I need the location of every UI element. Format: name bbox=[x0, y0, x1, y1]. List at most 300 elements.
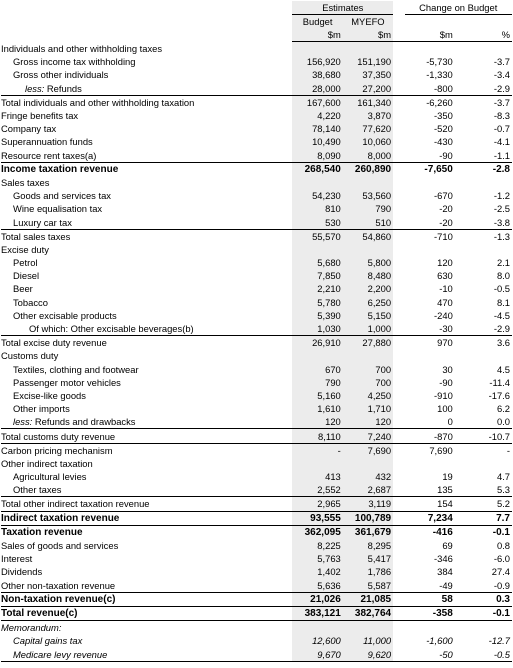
change-on-budget-header: Change on Budget bbox=[405, 1, 513, 15]
budget-value: 93,555 bbox=[292, 511, 342, 525]
percent-change-value: 8.1 bbox=[496, 296, 510, 308]
myefo-value: 700 bbox=[343, 363, 393, 376]
estimates-header: Estimates bbox=[292, 1, 393, 15]
gap bbox=[393, 229, 404, 243]
row-label bbox=[1, 497, 292, 511]
gap bbox=[393, 68, 404, 81]
percent-change-value: -4.5 bbox=[493, 309, 510, 321]
row-label-text: Sales taxes bbox=[1, 176, 50, 188]
myefo-value: 1,786 bbox=[343, 565, 393, 578]
row-label bbox=[1, 443, 292, 457]
percent-unit: % bbox=[455, 28, 512, 42]
table-row bbox=[1, 109, 512, 122]
row-label-text: Income taxation revenue bbox=[1, 163, 119, 175]
percent-change-value bbox=[455, 176, 512, 189]
gap bbox=[393, 552, 404, 565]
budget-value bbox=[292, 42, 342, 56]
row-label-text: Fringe benefits tax bbox=[1, 110, 79, 122]
change-value: -1,330 bbox=[426, 69, 453, 81]
percent-change-value: 6.2 bbox=[496, 403, 510, 415]
table-row bbox=[1, 202, 512, 215]
row-label bbox=[1, 415, 292, 429]
row-label bbox=[1, 176, 292, 189]
change-value: -430 bbox=[434, 136, 453, 148]
table-row bbox=[1, 443, 512, 457]
table-row bbox=[1, 55, 512, 68]
gap bbox=[393, 282, 404, 295]
budget-value bbox=[292, 243, 342, 256]
budget-value: 5,160 bbox=[292, 389, 342, 402]
table-row bbox=[1, 470, 512, 483]
row-label-text: Goods and services tax bbox=[13, 190, 111, 202]
table-row bbox=[1, 389, 512, 402]
table-row bbox=[1, 592, 512, 606]
budget-value: 810 bbox=[292, 202, 342, 215]
gap bbox=[393, 55, 404, 68]
row-label-text: Passenger motor vehicles bbox=[13, 376, 121, 388]
myefo-value: 2,200 bbox=[343, 282, 393, 295]
percent-change-value: -0.5 bbox=[493, 283, 510, 295]
table-row bbox=[1, 82, 512, 96]
gap bbox=[393, 497, 404, 511]
row-label-text: Superannuation funds bbox=[1, 136, 93, 148]
myefo-value bbox=[343, 621, 393, 635]
table-row bbox=[1, 621, 512, 635]
row-label-text: Total individuals and other withholding taxation bbox=[1, 96, 195, 108]
change-value: 0 bbox=[447, 416, 453, 428]
row-label-text: Diesel bbox=[13, 270, 40, 282]
percent-change-value: -1.3 bbox=[455, 229, 512, 243]
table-row bbox=[1, 256, 512, 269]
budget-value: 2,552 bbox=[292, 483, 342, 497]
gap bbox=[393, 336, 404, 350]
change-value: 19 bbox=[442, 471, 453, 483]
myefo-value: 11,000 bbox=[343, 634, 393, 647]
gap bbox=[393, 296, 404, 309]
change-value: -90 bbox=[439, 376, 453, 388]
table-row bbox=[1, 402, 512, 415]
row-label bbox=[1, 389, 292, 402]
budget-value: 383,121 bbox=[292, 606, 342, 620]
budget-value: 5,763 bbox=[292, 552, 342, 565]
row-label bbox=[1, 149, 292, 163]
row-label bbox=[1, 189, 292, 202]
table-row bbox=[1, 647, 512, 661]
row-label bbox=[1, 565, 292, 578]
row-label-text: Wine equalisation tax bbox=[13, 203, 103, 215]
row-label-text: Beer bbox=[13, 283, 33, 295]
budget-value: 268,540 bbox=[292, 162, 342, 176]
table-row bbox=[1, 483, 512, 497]
row-label-text: Luxury car tax bbox=[13, 216, 72, 228]
table-row bbox=[1, 296, 512, 309]
myefo-value bbox=[343, 42, 393, 56]
percent-change-value: 4.5 bbox=[496, 363, 510, 375]
myefo-value: 5,587 bbox=[343, 579, 393, 593]
myefo-value: 53,560 bbox=[343, 189, 393, 202]
header-row-columns bbox=[1, 15, 512, 29]
budget-value: 167,600 bbox=[292, 95, 342, 109]
myefo-value: 5,150 bbox=[343, 309, 393, 322]
percent-change-value: -8.3 bbox=[493, 110, 510, 122]
gap bbox=[393, 429, 404, 443]
change-value: -7,650 bbox=[405, 162, 455, 176]
row-label bbox=[1, 322, 292, 336]
change-value: -20 bbox=[439, 216, 453, 228]
row-label bbox=[1, 296, 292, 309]
change-value bbox=[405, 457, 455, 470]
percent-change-value: -2.5 bbox=[493, 203, 510, 215]
myefo-unit: $m bbox=[343, 28, 393, 42]
percent-change-value: 5.3 bbox=[496, 484, 510, 496]
row-label bbox=[1, 243, 292, 256]
budget-value: 5,636 bbox=[292, 579, 342, 593]
change-value: -20 bbox=[439, 203, 453, 215]
header-row-units bbox=[1, 28, 512, 42]
myefo-value bbox=[343, 349, 393, 362]
myefo-value: 1,000 bbox=[343, 322, 393, 336]
row-label-text: Of which: Other excisable beverages(b) bbox=[29, 323, 194, 335]
table-row bbox=[1, 162, 512, 176]
budget-value: 156,920 bbox=[292, 55, 342, 68]
change-value: 69 bbox=[442, 540, 453, 552]
row-label bbox=[1, 511, 292, 525]
myefo-value: 510 bbox=[343, 215, 393, 229]
row-label bbox=[1, 349, 292, 362]
change-value: 135 bbox=[437, 484, 453, 496]
row-label bbox=[1, 470, 292, 483]
table-row bbox=[1, 539, 512, 552]
budget-value: 8,110 bbox=[292, 429, 342, 443]
myefo-value: 21,085 bbox=[343, 592, 393, 606]
percent-change-value: -10.7 bbox=[455, 429, 512, 443]
table-row bbox=[1, 229, 512, 243]
change-value bbox=[405, 621, 455, 635]
percent-change-value: -0.9 bbox=[493, 579, 510, 591]
change-value: -5,730 bbox=[426, 56, 453, 68]
myefo-value: 3,870 bbox=[343, 109, 393, 122]
myefo-value: 10,060 bbox=[343, 135, 393, 148]
row-label-text: Interest bbox=[1, 553, 33, 565]
row-label-text: Other taxes bbox=[13, 484, 62, 496]
gap bbox=[393, 135, 404, 148]
change-value: 7,690 bbox=[405, 443, 455, 457]
row-label-text: Capital gains tax bbox=[13, 635, 83, 647]
gap bbox=[393, 42, 404, 56]
percent-change-value: -0.1 bbox=[455, 525, 512, 539]
table-row bbox=[1, 457, 512, 470]
change-value: 7,234 bbox=[405, 511, 455, 525]
table-row bbox=[1, 176, 512, 189]
change-value: -1,600 bbox=[426, 635, 453, 647]
myefo-value: 27,200 bbox=[343, 82, 393, 96]
myefo-value: 54,860 bbox=[343, 229, 393, 243]
row-label-text: Agricultural levies bbox=[13, 471, 87, 483]
myefo-header: MYEFO bbox=[343, 15, 393, 29]
row-label bbox=[1, 483, 292, 497]
table-row bbox=[1, 606, 512, 620]
budget-value: 4,220 bbox=[292, 109, 342, 122]
gap bbox=[393, 606, 404, 620]
row-label bbox=[1, 95, 292, 109]
percent-change-value: -4.1 bbox=[493, 136, 510, 148]
percent-change-value: -2.8 bbox=[455, 162, 512, 176]
percent-change-value: -0.1 bbox=[455, 606, 512, 620]
change-value: -520 bbox=[434, 123, 453, 135]
row-label bbox=[1, 309, 292, 322]
row-label-text: Other indirect taxation bbox=[1, 457, 93, 469]
percent-change-value: -3.4 bbox=[493, 69, 510, 81]
myefo-value: 100,789 bbox=[343, 511, 393, 525]
gap bbox=[393, 647, 404, 661]
myefo-value: 151,190 bbox=[343, 55, 393, 68]
row-label-text: Dividends bbox=[1, 566, 43, 578]
gap bbox=[393, 109, 404, 122]
change-value: -910 bbox=[434, 389, 453, 401]
change-value: 30 bbox=[442, 363, 453, 375]
change-value: 470 bbox=[437, 296, 453, 308]
row-label bbox=[1, 525, 292, 539]
percent-change-value: -11.4 bbox=[489, 376, 510, 388]
budget-value: 21,026 bbox=[292, 592, 342, 606]
table-row bbox=[1, 525, 512, 539]
myefo-value: 8,000 bbox=[343, 149, 393, 163]
gap bbox=[393, 149, 404, 163]
percent-change-value: -1.2 bbox=[493, 190, 510, 202]
percent-change-value: 7.7 bbox=[455, 511, 512, 525]
table-row bbox=[1, 511, 512, 525]
gap bbox=[393, 363, 404, 376]
change-value: -50 bbox=[405, 647, 455, 661]
budget-value: 1,030 bbox=[292, 322, 342, 336]
row-label-text: Total excise duty revenue bbox=[1, 337, 107, 349]
row-label bbox=[1, 647, 292, 661]
table-row bbox=[1, 336, 512, 350]
budget-value: 2,965 bbox=[292, 497, 342, 511]
gap bbox=[393, 256, 404, 269]
row-label-text: Gross income tax withholding bbox=[13, 56, 136, 68]
gap bbox=[393, 402, 404, 415]
table-row bbox=[1, 634, 512, 647]
budget-value: 26,910 bbox=[292, 336, 342, 350]
gap bbox=[393, 389, 404, 402]
percent-change-value: -1.1 bbox=[493, 149, 510, 161]
row-label-text: Other excisable products bbox=[13, 309, 117, 321]
gap bbox=[393, 215, 404, 229]
gap bbox=[393, 376, 404, 389]
gap bbox=[393, 539, 404, 552]
table-row bbox=[1, 68, 512, 81]
row-label bbox=[1, 135, 292, 148]
budget-value: 5,680 bbox=[292, 256, 342, 269]
budget-value: 1,402 bbox=[292, 565, 342, 578]
table-row bbox=[1, 95, 512, 109]
budget-value: 1,610 bbox=[292, 402, 342, 415]
table-row bbox=[1, 42, 512, 56]
table-row bbox=[1, 122, 512, 135]
change-value bbox=[405, 176, 455, 189]
budget-value: 10,490 bbox=[292, 135, 342, 148]
budget-value: 8,090 bbox=[292, 149, 342, 163]
row-label-text: Total revenue(c) bbox=[1, 607, 78, 619]
gap bbox=[393, 525, 404, 539]
table-row bbox=[1, 215, 512, 229]
myefo-value: 6,250 bbox=[343, 296, 393, 309]
change-value: 154 bbox=[405, 497, 455, 511]
budget-value: 670 bbox=[292, 363, 342, 376]
row-label bbox=[1, 429, 292, 443]
percent-change-value: 5.2 bbox=[455, 497, 512, 511]
myefo-value: 361,679 bbox=[343, 525, 393, 539]
row-label-text: Refunds and drawbacks bbox=[32, 416, 136, 428]
change-value: -346 bbox=[434, 553, 453, 565]
change-value: 100 bbox=[437, 403, 453, 415]
percent-change-value bbox=[455, 349, 512, 362]
myefo-value: 1,710 bbox=[343, 402, 393, 415]
percent-change-value: -3.7 bbox=[493, 56, 510, 68]
budget-value: 530 bbox=[292, 215, 342, 229]
percent-change-value: 0.0 bbox=[496, 416, 510, 428]
percent-change-value: -17.6 bbox=[488, 389, 510, 401]
row-label-text: Total customs duty revenue bbox=[1, 430, 116, 442]
row-label bbox=[1, 229, 292, 243]
change-value: -710 bbox=[405, 229, 455, 243]
budget-value: 790 bbox=[292, 376, 342, 389]
budget-value bbox=[292, 457, 342, 470]
row-label-text: Petrol bbox=[13, 257, 38, 269]
table-row bbox=[1, 415, 512, 429]
table-row bbox=[1, 429, 512, 443]
table-row bbox=[1, 565, 512, 578]
row-label-text: Resource rent taxes(a) bbox=[1, 149, 97, 161]
table-row bbox=[1, 149, 512, 163]
gap bbox=[393, 122, 404, 135]
row-label-text: Excise-like goods bbox=[13, 389, 86, 401]
table-row bbox=[1, 269, 512, 282]
budget-value: 78,140 bbox=[292, 122, 342, 135]
percent-change-value: 0.3 bbox=[455, 592, 512, 606]
gap bbox=[393, 95, 404, 109]
row-label bbox=[1, 215, 292, 229]
change-value: -6,260 bbox=[405, 95, 455, 109]
row-label bbox=[1, 376, 292, 389]
gap bbox=[393, 243, 404, 256]
row-label bbox=[1, 457, 292, 470]
percent-change-value: -2.9 bbox=[493, 323, 510, 335]
change-value: 120 bbox=[437, 257, 453, 269]
myefo-value: 8,480 bbox=[343, 269, 393, 282]
row-label bbox=[1, 162, 292, 176]
row-label bbox=[1, 606, 292, 620]
table-row bbox=[1, 189, 512, 202]
percent-change-value: 3.6 bbox=[455, 336, 512, 350]
row-label-text: Total sales taxes bbox=[1, 230, 71, 242]
myefo-value: 4,250 bbox=[343, 389, 393, 402]
gap bbox=[393, 457, 404, 470]
gap bbox=[393, 82, 404, 96]
change-unit: $m bbox=[405, 28, 455, 42]
header-row-groups bbox=[1, 1, 512, 15]
row-label bbox=[1, 82, 292, 96]
gap bbox=[393, 349, 404, 362]
percent-change-value: -6.0 bbox=[493, 553, 510, 565]
change-value: 630 bbox=[437, 270, 453, 282]
row-label bbox=[1, 122, 292, 135]
revenue-table bbox=[1, 1, 512, 662]
budget-value: 413 bbox=[292, 470, 342, 483]
row-label-text: Medicare levy revenue bbox=[13, 648, 108, 660]
myefo-value bbox=[343, 176, 393, 189]
table-row bbox=[1, 322, 512, 336]
gap bbox=[393, 309, 404, 322]
row-label bbox=[1, 68, 292, 81]
row-label-text: Textiles, clothing and footwear bbox=[13, 363, 139, 375]
budget-value bbox=[292, 176, 342, 189]
change-value: -10 bbox=[439, 283, 453, 295]
budget-value: 28,000 bbox=[292, 82, 342, 96]
gap bbox=[393, 443, 404, 457]
row-label-text: Excise duty bbox=[1, 243, 49, 255]
row-label-text: Carbon pricing mechanism bbox=[1, 444, 113, 456]
row-label-text: Refunds bbox=[44, 82, 82, 94]
change-value bbox=[405, 243, 455, 256]
table-row bbox=[1, 579, 512, 593]
change-value: 58 bbox=[405, 592, 455, 606]
budget-value: 55,570 bbox=[292, 229, 342, 243]
row-label-text: Non-taxation revenue(c) bbox=[1, 593, 116, 605]
percent-change-value bbox=[455, 457, 512, 470]
percent-change-value: -0.7 bbox=[493, 123, 510, 135]
myefo-value: 700 bbox=[343, 376, 393, 389]
row-label-text: Sales of goods and services bbox=[1, 540, 119, 552]
myefo-value: 3,119 bbox=[343, 497, 393, 511]
budget-value: 7,850 bbox=[292, 269, 342, 282]
percent-change-value: 2.1 bbox=[496, 257, 510, 269]
change-value: -90 bbox=[439, 149, 453, 161]
percent-change-value: 0.8 bbox=[496, 540, 510, 552]
budget-value: 2,210 bbox=[292, 282, 342, 295]
myefo-value: 5,800 bbox=[343, 256, 393, 269]
gap bbox=[393, 511, 404, 525]
myefo-value: 8,295 bbox=[343, 539, 393, 552]
table-row bbox=[1, 552, 512, 565]
row-label bbox=[1, 336, 292, 350]
budget-value: 5,390 bbox=[292, 309, 342, 322]
percent-change-value: -2.9 bbox=[493, 82, 510, 94]
table-row bbox=[1, 349, 512, 362]
table-body bbox=[1, 42, 512, 662]
myefo-value: 790 bbox=[343, 202, 393, 215]
gap bbox=[393, 592, 404, 606]
row-label bbox=[1, 634, 292, 647]
row-label-prefix: less: bbox=[25, 82, 45, 94]
budget-value: - bbox=[292, 443, 342, 457]
budget-value: 362,095 bbox=[292, 525, 342, 539]
row-label bbox=[1, 539, 292, 552]
budget-value: 8,225 bbox=[292, 539, 342, 552]
change-value: -800 bbox=[434, 82, 453, 94]
gap bbox=[393, 565, 404, 578]
change-value: 384 bbox=[437, 566, 453, 578]
myefo-value: 161,340 bbox=[343, 95, 393, 109]
myefo-value: 120 bbox=[343, 415, 393, 429]
gap bbox=[393, 176, 404, 189]
budget-value: 54,230 bbox=[292, 189, 342, 202]
row-label bbox=[1, 42, 292, 56]
gap bbox=[393, 269, 404, 282]
table-row bbox=[1, 135, 512, 148]
row-label bbox=[1, 579, 292, 593]
